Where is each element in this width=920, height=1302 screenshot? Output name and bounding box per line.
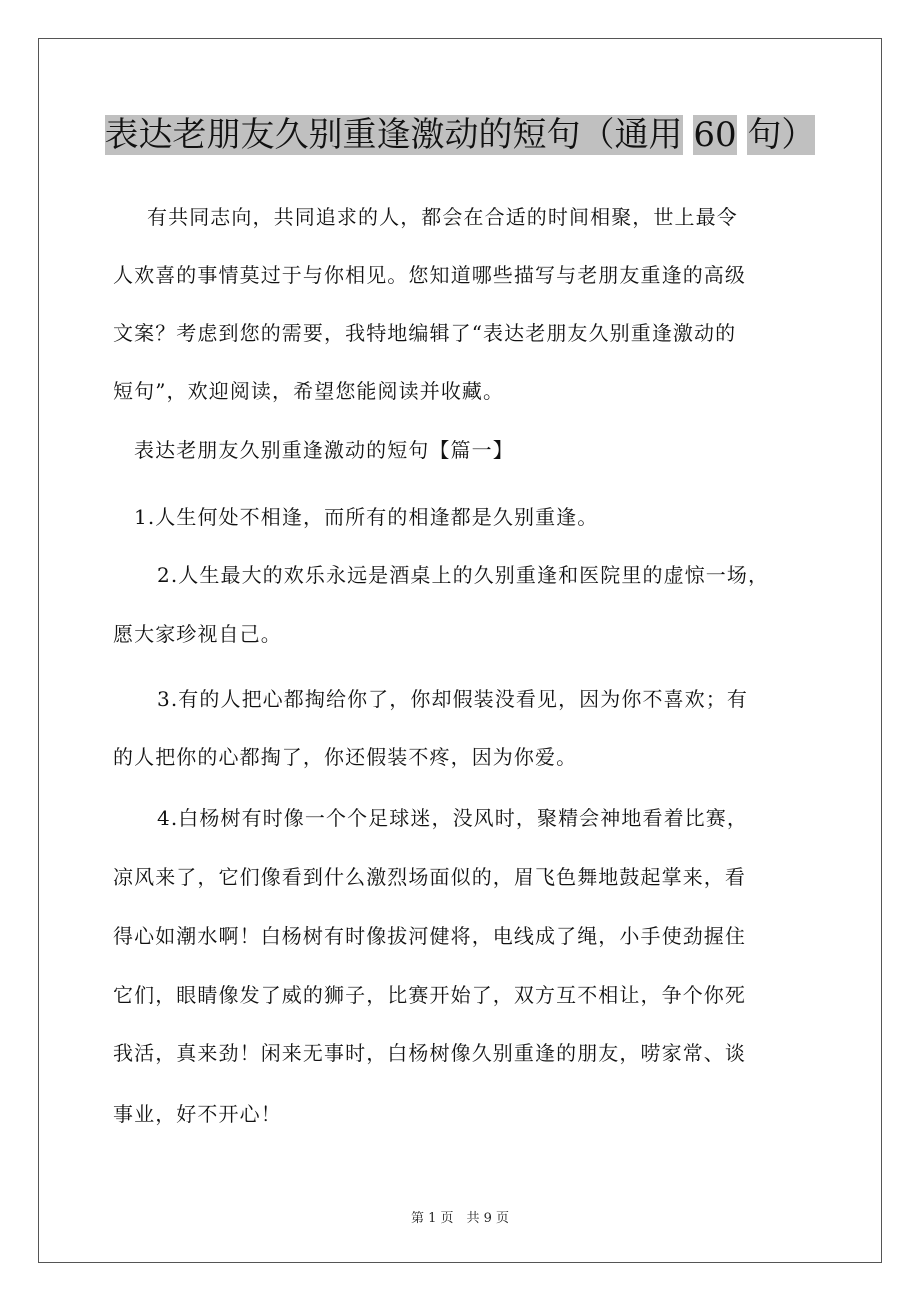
paragraph-line: 1.人生何处不相逢，而所有的相逢都是久别重逢。 xyxy=(134,505,599,529)
paragraph-line: 我活，真来劲！闲来无事时，白杨树像久别重逢的朋友，唠家常、谈 xyxy=(113,1041,746,1065)
title-text: 表达老朋友久别重逢激动的短句（通用 xyxy=(104,115,683,155)
paragraph-line: 得心如潮水啊！白杨树有时像拔河健将，电线成了绳，小手使劲握住 xyxy=(113,924,746,948)
document-title xyxy=(0,110,920,160)
paragraph-line: 短句”，欢迎阅读，希望您能阅读并收藏。 xyxy=(113,379,505,403)
title-suffix: 句） xyxy=(747,115,816,155)
paragraph-line: 人欢喜的事情莫过于与你相见。您知道哪些描写与老朋友重逢的高级 xyxy=(113,263,746,287)
paragraph-line: 愿大家珍视自己。 xyxy=(113,622,282,646)
paragraph-line: 2.人生最大的欢乐永远是酒桌上的久别重逢和医院里的虚惊一场， xyxy=(157,563,770,587)
paragraph-line: 它们，眼睛像发了威的狮子，比赛开始了，双方互不相让，争个你死 xyxy=(113,983,746,1007)
paragraph-line: 事业，好不开心！ xyxy=(113,1102,282,1126)
paragraph-line: 4.白杨树有时像一个个足球迷，没风时，聚精会神地看着比赛， xyxy=(157,806,748,830)
section-heading: 表达老朋友久别重逢激动的短句【篇一】 xyxy=(134,438,514,462)
paragraph-line: 有共同志向，共同追求的人，都会在合适的时间相聚，世上最令 xyxy=(147,205,738,229)
paragraph-line: 凉风来了，它们像看到什么激烈场面似的，眉飞色舞地鼓起掌来，看 xyxy=(113,865,746,889)
paragraph-line: 文案？考虑到您的需要，我特地编辑了“表达老朋友久别重逢激动的 xyxy=(113,321,737,345)
paragraph-line: 3.有的人把心都掏给你了，你却假装没看见，因为你不喜欢；有 xyxy=(157,687,748,711)
paragraph-line: 的人把你的心都掏了，你还假装不疼，因为你爱。 xyxy=(113,745,578,769)
page-footer: 第 1 页 共 9 页 xyxy=(410,1211,510,1226)
title-number: 60 xyxy=(693,115,737,155)
